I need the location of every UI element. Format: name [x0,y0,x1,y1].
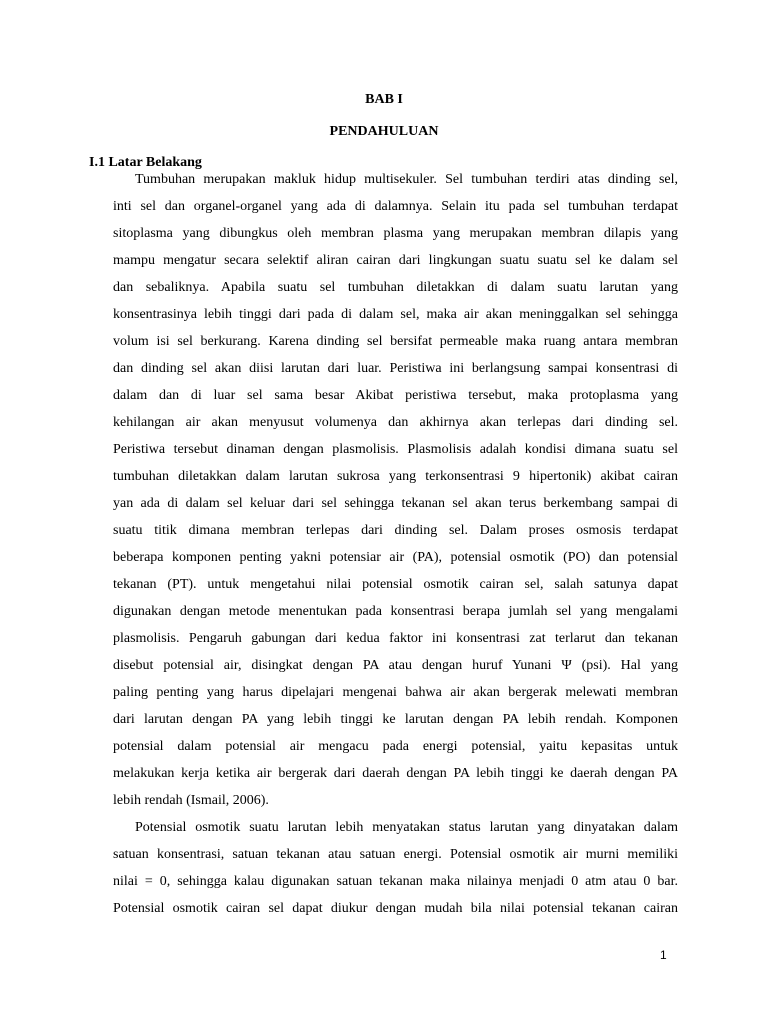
text-line: disebut potensial air, disingkat dengan PA atau dengan huruf Yunani Ψ (psi). Hal yang [113,658,678,673]
text-line: suatu titik dimana membran terlepas dari dinding sel. Dalam proses osmosis terdapat [113,523,678,538]
text-line: dari larutan dengan PA yang lebih tinggi ke larutan dengan PA lebih rendah. Komponen [113,712,678,727]
text-line: Potensial osmotik suatu larutan lebih menyatakan status larutan yang dinyatakan dalam [135,820,678,835]
text-line: volum isi sel berkurang. Karena dinding sel bersifat permeable maka ruang antara membran [113,334,678,349]
text-line: Peristiwa tersebut dinaman dengan plasmolisis. Plasmolisis adalah kondisi dimana suatu sel [113,442,678,457]
chapter-title: PENDAHULUAN [329,124,439,139]
text-line: Potensial osmotik cairan sel dapat diukur dengan mudah bila nilai potensial tekanan cairan [113,901,678,916]
text-line: plasmolisis. Pengaruh gabungan dari kedua faktor ini konsentrasi zat terlarut dan tekanan [113,631,678,646]
text-line: kehilangan air akan menyusut volumenya dan akhirnya akan terlepas dari dinding sel. [113,415,678,430]
text-line: konsentrasinya lebih tinggi dari pada di dalam sel, maka air akan meninggalkan sel sehingga [113,307,678,322]
text-line: melakukan kerja ketika air bergerak dari daerah dengan PA lebih tinggi ke daerah dengan PA [113,766,678,781]
text-line: yan ada di dalam sel keluar dari sel sehingga tekanan sel akan terus berkembang sampai di [113,496,678,511]
text-line: paling penting yang harus dipelajari mengenai bahwa air akan bergerak melewati membran [113,685,678,700]
text-line: Tumbuhan merupakan makluk hidup multisekuler. Sel tumbuhan terdiri atas dinding sel, [135,172,678,187]
body-text [113,171,678,927]
chapter-number: BAB I [365,92,403,107]
text-line: potensial dalam potensial air mengacu pada energi potensial, yaitu kepasitas untuk [113,739,678,754]
text-line: satuan konsentrasi, satuan tekanan atau satuan energi. Potensial osmotik air murni memiliki [113,847,678,862]
text-line: beberapa komponen penting yakni potensiar air (PA), potensial osmotik (PO) dan potensial [113,550,678,565]
paragraph-2 [113,819,678,927]
text-line: lebih rendah (Ismail, 2006). [113,793,269,808]
text-line: tumbuhan diletakkan dalam larutan sukrosa yang terkonsentrasi 9 hipertonik) akibat cairan [113,469,678,484]
text-line: dalam dan di luar sel sama besar Akibat peristiwa tersebut, maka protoplasma yang [113,388,678,403]
text-line: dan sebaliknya. Apabila suatu sel tumbuhan diletakkan di dalam suatu larutan yang [113,280,678,295]
text-line: inti sel dan organel-organel yang ada di dalamnya. Selain itu pada sel tumbuhan terdapat [113,199,678,214]
text-line: sitoplasma yang dibungkus oleh membran plasma yang merupakan membran dilapis yang [113,226,678,241]
text-line: nilai = 0, sehingga kalau digunakan satuan tekanan maka nilainya menjadi 0 atm atau 0 bar. [113,874,678,889]
section-heading: I.1 Latar Belakang [89,155,202,170]
text-line: mampu mengatur secara selektif aliran cairan dari lingkungan suatu suatu sel ke dalam sel [113,253,678,268]
text-line: tekanan (PT). untuk mengetahui nilai potensial osmotik cairan sel, salah satunya dapat [113,577,678,592]
paragraph-1 [113,171,678,819]
text-line: digunakan dengan metode menentukan pada konsentrasi berapa jumlah sel yang mengalami [113,604,678,619]
text-line: dan dinding sel akan diisi larutan dari luar. Peristiwa ini berlangsung sampai konsentrasi di [113,361,678,376]
page-number: 1 [660,948,667,962]
